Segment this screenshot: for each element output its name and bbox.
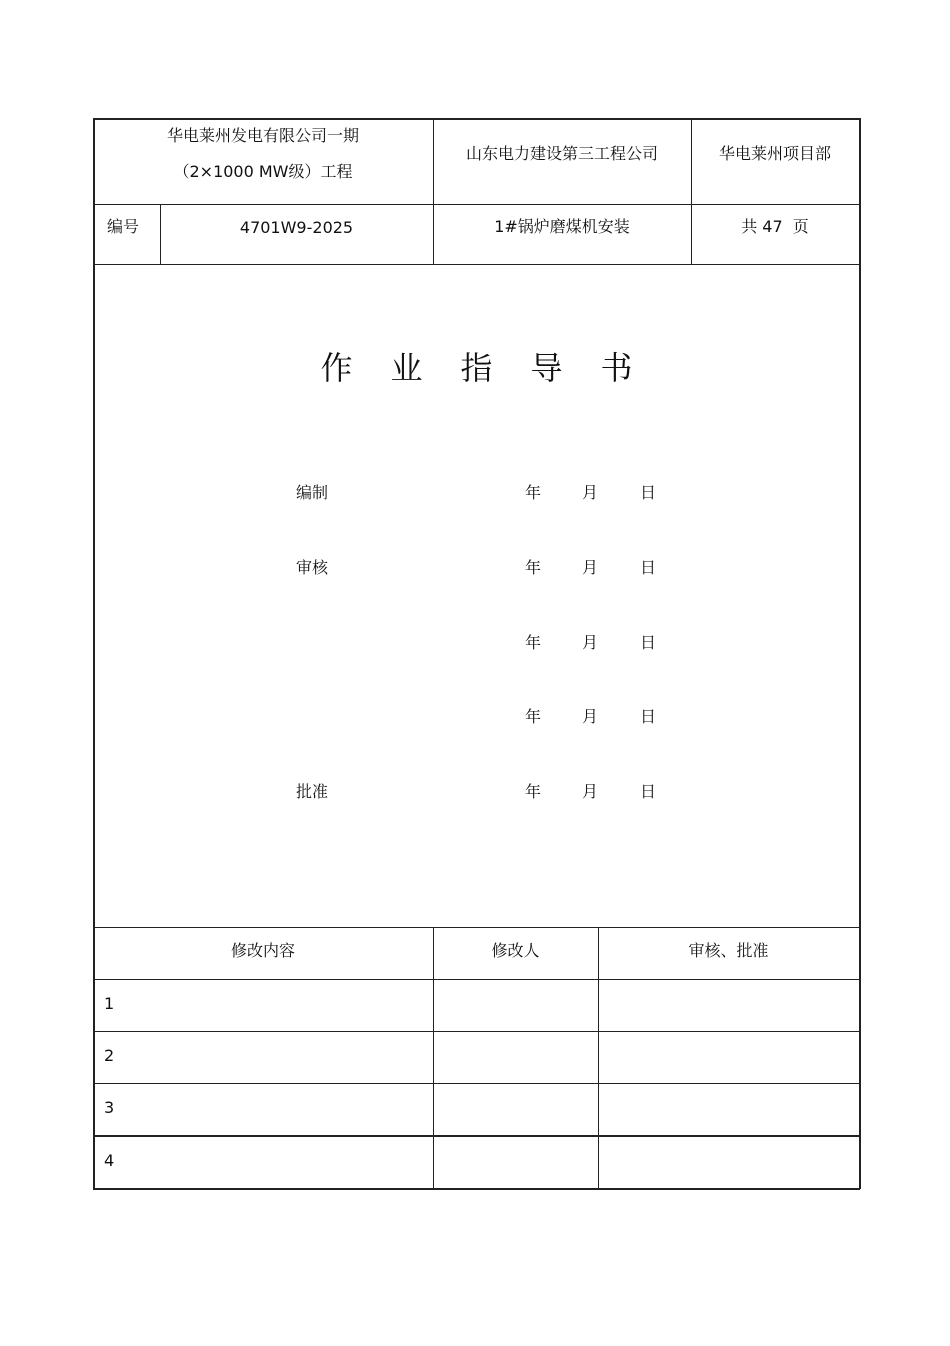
- revision-table-top: [93, 927, 860, 928]
- date-day: 日: [640, 633, 657, 652]
- revision-header-reviser: 修改人: [491, 941, 540, 960]
- frame-top-border: [93, 118, 860, 120]
- doc-subject: 1#锅炉磨煤机安装: [494, 217, 630, 236]
- date-month: 月: [582, 707, 599, 726]
- revision-header-divider: [93, 979, 860, 980]
- date-day: 日: [640, 558, 657, 577]
- signature-label: 批准: [296, 782, 329, 801]
- frame-right-border: [859, 118, 861, 1189]
- revision-row-number: 4: [104, 1151, 115, 1170]
- frame-left-border: [93, 118, 95, 1189]
- date-year: 年: [525, 558, 542, 577]
- revision-row-divider-1: [93, 1031, 860, 1032]
- owner-name-line1: 华电莱州发电有限公司一期: [166, 126, 359, 145]
- department-name: 华电莱州项目部: [718, 144, 831, 163]
- date-year: 年: [525, 707, 542, 726]
- signature-label: 编制: [296, 483, 329, 502]
- revision-header-content: 修改内容: [230, 941, 295, 960]
- revision-row-number: 3: [104, 1098, 115, 1117]
- header-divider: [93, 204, 860, 205]
- date-year: 年: [525, 782, 542, 801]
- doc-number-label: 编号: [107, 217, 140, 236]
- revision-row-number: 2: [104, 1046, 115, 1065]
- revision-row-divider-3: [93, 1135, 860, 1137]
- date-day: 日: [640, 707, 657, 726]
- header-col-divider-1: [433, 118, 434, 264]
- date-day: 日: [640, 483, 657, 502]
- date-month: 月: [582, 483, 599, 502]
- date-month: 月: [582, 633, 599, 652]
- revision-col-divider-1: [433, 927, 434, 1188]
- signature-label: 审核: [296, 558, 329, 577]
- doc-number-value: 4701W9-2025: [239, 218, 354, 237]
- date-month: 月: [582, 558, 599, 577]
- owner-name-line2: （2×1000 MW级）工程: [173, 162, 353, 181]
- revision-header-approval: 审核、批准: [688, 941, 769, 960]
- document-title: 作业指导书: [320, 349, 671, 387]
- date-day: 日: [640, 782, 657, 801]
- revision-col-divider-2: [598, 927, 599, 1188]
- page-count: 共 47 页: [741, 217, 809, 236]
- header-col-divider-2: [691, 118, 692, 264]
- frame-bottom-border: [93, 1188, 860, 1190]
- revision-row-divider-2: [93, 1083, 860, 1084]
- revision-row-number: 1: [104, 994, 115, 1013]
- date-year: 年: [525, 483, 542, 502]
- info-row-divider: [93, 264, 860, 265]
- date-month: 月: [582, 782, 599, 801]
- date-year: 年: [525, 633, 542, 652]
- contractor-name: 山东电力建设第三工程公司: [465, 144, 658, 163]
